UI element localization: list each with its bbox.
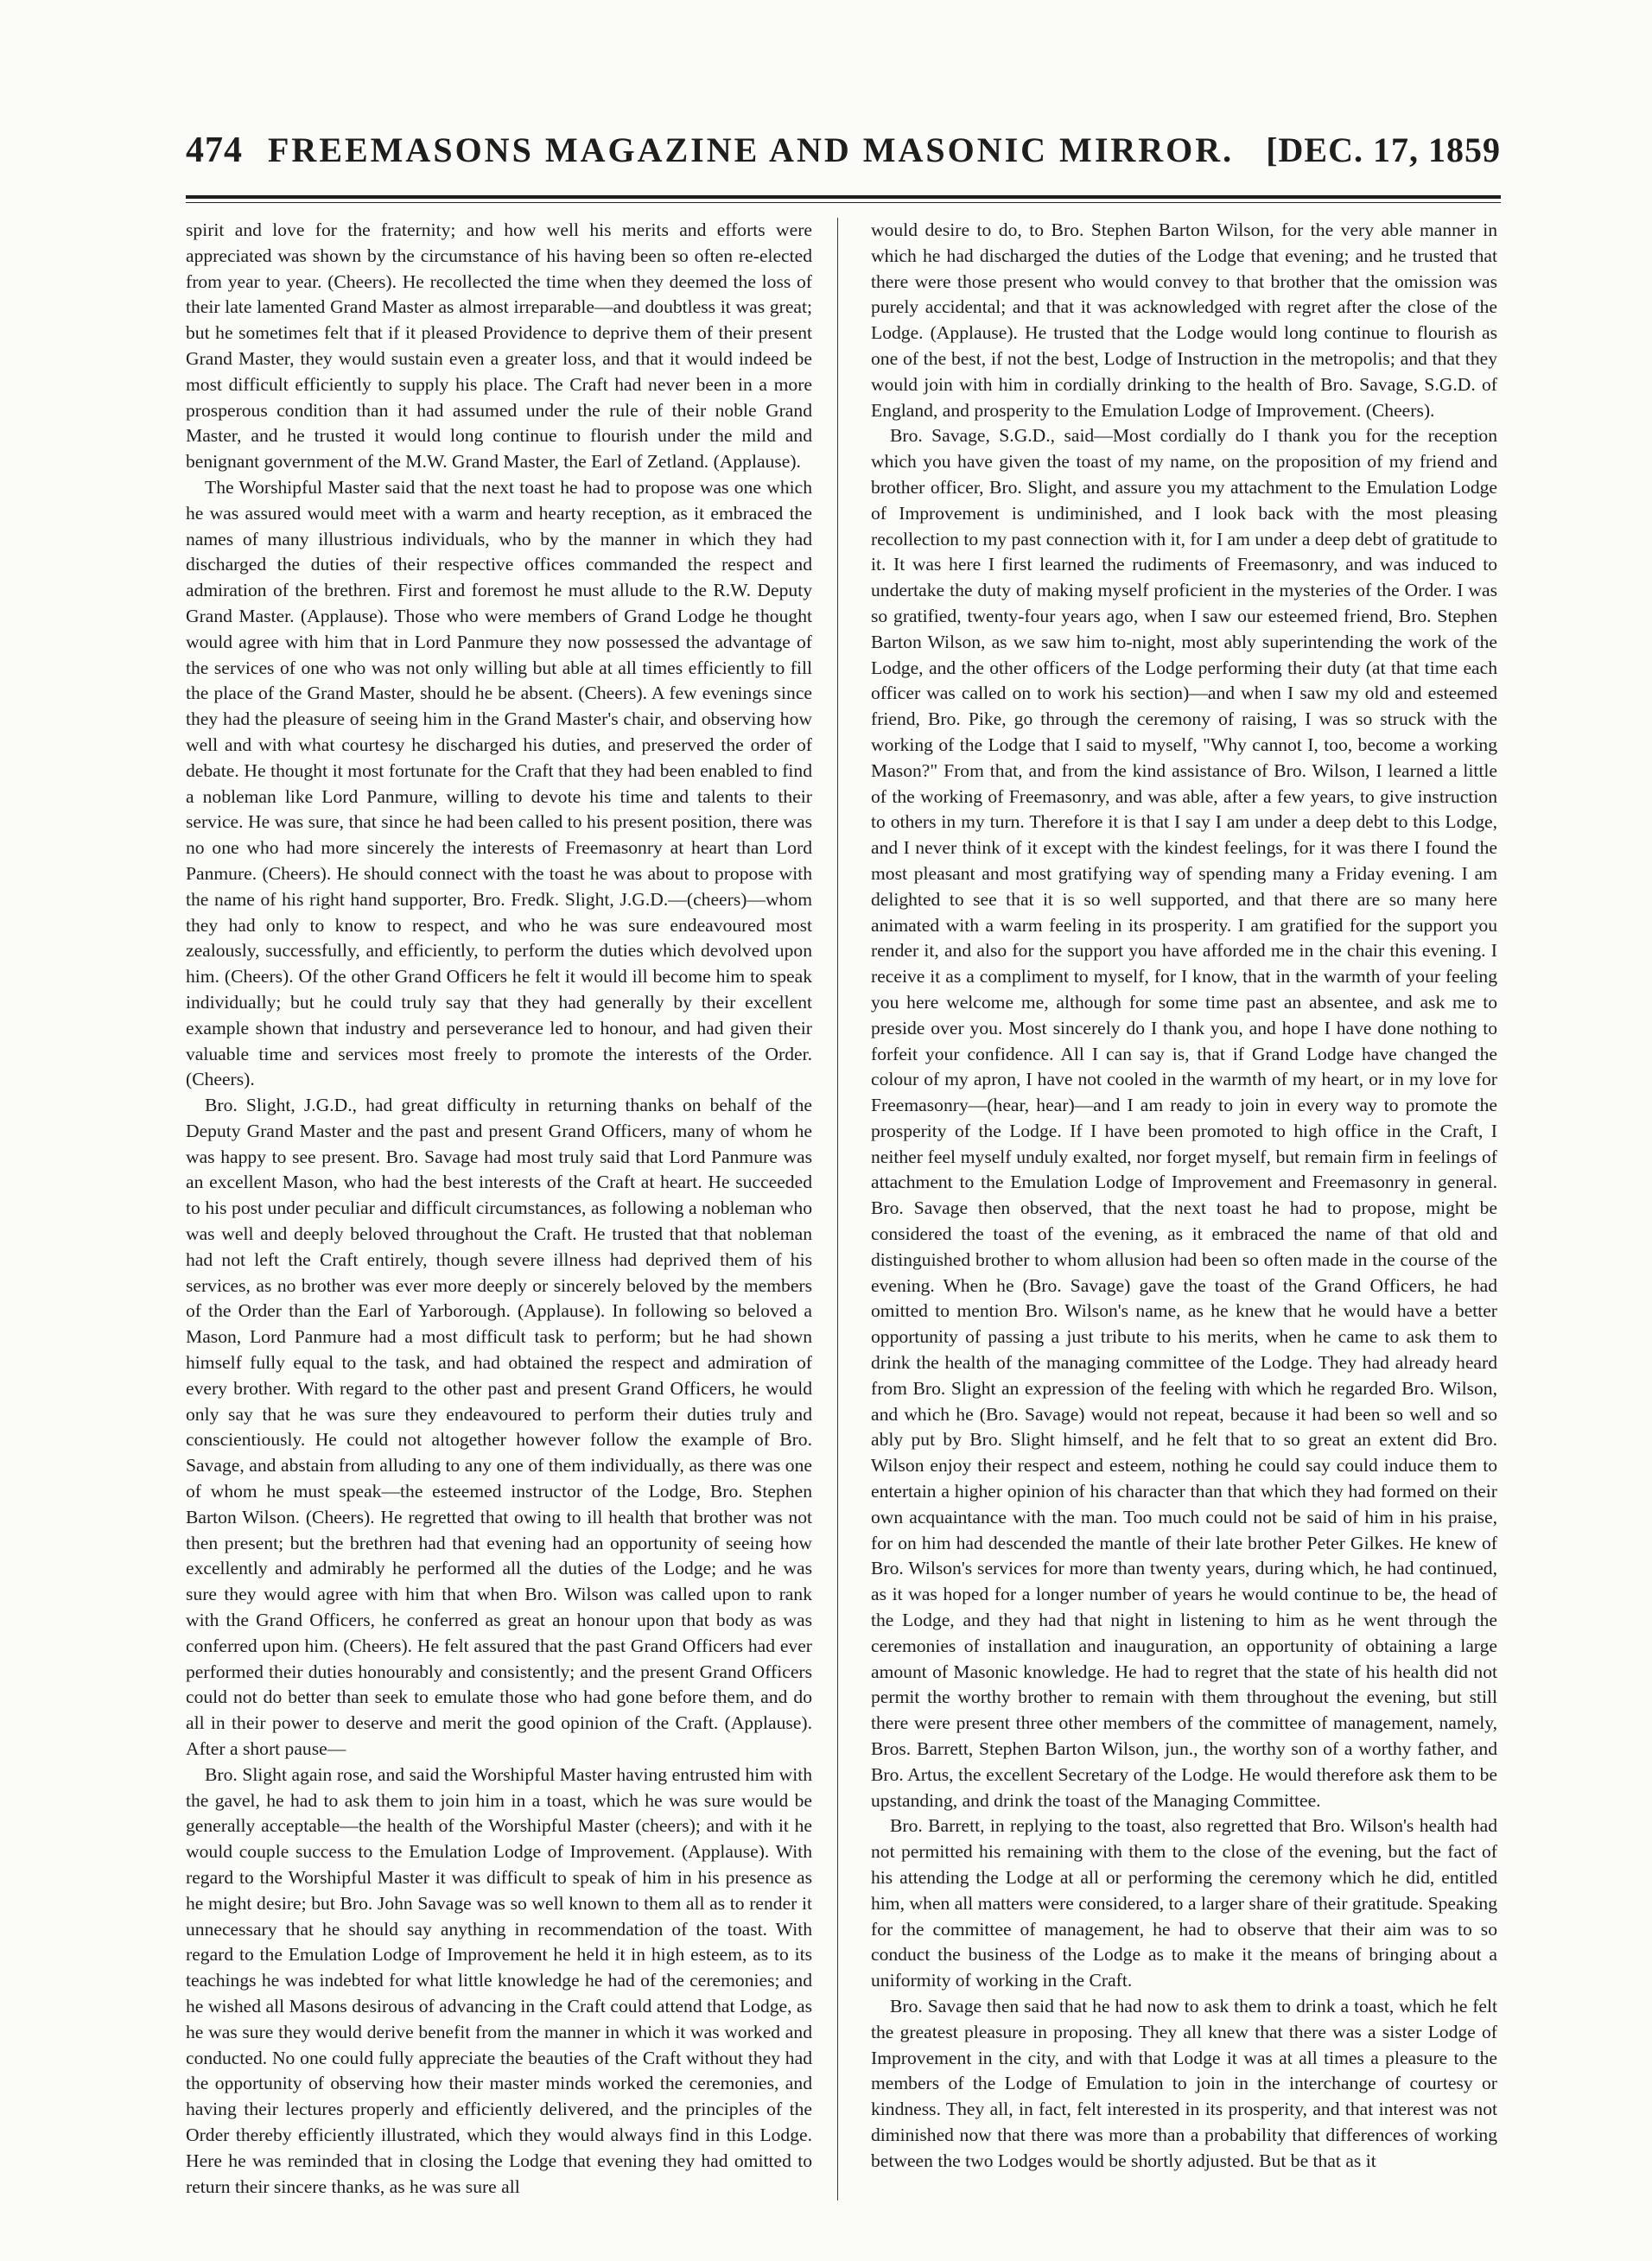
page-header: [186, 130, 1501, 181]
right-column: [871, 218, 1497, 2201]
right-paragraph-1: would desire to do, to Bro. Stephen Barton Wilson, for the very able manner in which he had discharged the duties of the Lodge that evening; and he trusted that there were those present who would convey to that brother that the omission was purely accidental; and that it was acknowledged with regret after the close of the Lodge. (Applause). He trusted that the Lodge would long continue to flourish as one of the best, if not the best, Lodge of Instruction in the metropolis; and that they would join with him in cordially drinking to the health of Bro. Savage, S.G.D. of England, and prosperity to the Emulation Lodge of Improvement. (Cheers).: [871, 219, 1497, 421]
issue-date: [DEC. 17, 1859: [1266, 130, 1501, 169]
right-paragraph-4: Bro. Savage then said that he had now to ask them to drink a toast, which he felt the greatest pleasure in proposing. They all knew that there was a sister Lodge of Improvement in the city, and with that Lodge it was at all times a pleasure to the members of the Lodge of Emulation to join in the interchange of courtesy or kindness. They all, in fact, felt interested in its prosperity, and that interest was not diminished now that there was more than a probability that differences of working between the two Lodges would be shortly adjusted. But be that as it: [871, 1995, 1497, 2171]
right-paragraph-3: Bro. Barrett, in replying to the toast, also regretted that Bro. Wilson's health had not permitted his remaining with them to the close of the evening, but the fact of his attending the Lodge at all or performing the ceremony which he did, entitled him, when all matters were considered, to a larger share of their gratitude. Speaking for the committee of management, he had to observe that their aim was to so conduct the business of the Lodge as to make it the means of bringing about a uniformity of working in the Craft.: [871, 1815, 1497, 1991]
right-paragraph-2: Bro. Savage, S.G.D., said—Most cordially do I thank you for the reception which you have given the toast of my name, on the proposition of my friend and brother officer, Bro. Slight, and assure you my attachment to the Emulation Lodge of Improvement is undiminished, and I look back with the most pleasing recollection to my past connection with it, for I am under a deep debt of gratitude to it. It was here I first learned the rudiments of Freemasonry, and was induced to undertake the duty of making myself proficient in the mysteries of the Order. I was so gratified, twenty-four years ago, when I saw our esteemed friend, Bro. Stephen Barton Wilson, as we saw him to-night, most ably superintending the work of the Lodge, and the other officers of the Lodge performing their duty (at that time each officer was called on to work his section)—and when I saw my old and esteemed friend, Bro. Pike, go through the ceremony of raising, I was so struck with the working of the Lodge that I said to myself, "Why cannot I, too, become a working Mason?" From that, and from the kind assistance of Bro. Wilson, I learned a little of the working of Freemasonry, and was able, after a few years, to give instruction to others in my turn. Therefore it is that I say I am under a deep debt to this Lodge, and I never think of it except with the kindest feelings, for it was there I found the most pleasant and most gratifying way of spending many a Friday evening. I am delighted to see that it is so well supported, and that there are so many here animated with a warm feeling in its prosperity. I am gratified for the support you render it, and also for the support you have afforded me in the chair this evening. I receive it as a compliment to myself, for I know, that in the warmth of your feeling you here welcome me, although for some time past an absentee, and ask me to preside over you. Most sincerely do I thank you, and hope I have done nothing to forfeit your confidence. All I can say is, that if Grand Lodge have changed the colour of my apron, I have not cooled in the warmth of my heart, or in my love for Freemasonry—(hear, hear)—and I am ready to join in every way to promote the prosperity of the Lodge. If I have been promoted to high office in the Craft, I neither feel myself unduly exalted, nor forget myself, but remain firm in feelings of attachment to the Emulation Lodge of Improvement and Freemasonry in general. Bro. Savage then observed, that the next toast he had to propose, might be considered the toast of the evening, as it embraced the name of that old and distinguished brother to whom allusion had been so often made in the course of the evening. When he (Bro. Savage) gave the toast of the Grand Officers, he had omitted to mention Bro. Wilson's name, as he knew that he would have a better opportunity of passing a just tribute to his merits, when he came to ask them to drink the health of the managing committee of the Lodge. They had already heard from Bro. Slight an expression of the feeling with which he regarded Bro. Wilson, and which he (Bro. Savage) would not repeat, because it had been so well and so ably put by Bro. Slight himself, and he felt that to so great an extent did Bro. Wilson enjoy their respect and esteem, nothing he could say could induce them to entertain a higher opinion of his character than that which they had formed on their own acquaintance with the man. Too much could not be said of him in his praise, for on him had descended the mantle of their late brother Peter Gilkes. He knew of Bro. Wilson's services for more than twenty years, during which, he had continued, as it was hoped for a longer number of years he would continue to be, the head of the Lodge, and they had that night in listening to him as he went through the ceremonies of installation and inauguration, an opportunity of obtaining a large amount of Masonic knowledge. He had to regret that the state of his health did not permit the worthy brother to remain with them throughout the evening, but still there were present three other members of the committee of management, namely, Bros. Barrett, Stephen Barton Wilson, jun., the worthy son of a worthy father, and Bro. Artus, the excellent Secretary of the Lodge. He would therefore ask them to be upstanding, and drink the toast of the Managing Committee.: [871, 425, 1497, 1811]
column-divider: [837, 218, 838, 2201]
left-paragraph-4: Bro. Slight again rose, and said the Worshipful Master having entrusted him with the gavel, he had to ask them to join him in a toast, which he was sure would be generally acceptable—the health of the Worshipful Master (cheers); and with it he would couple success to the Emulation Lodge of Improvement. (Applause). With regard to the Worshipful Master it was difficult to speak of him in his presence as he might desire; but Bro. John Savage was so well known to them all as to render it unnecessary that he should say anything in recommendation of the toast. With regard to the Emulation Lodge of Improvement he held it in high esteem, as to its teachings he was indebted for what little knowledge he had of the ceremonies; and he wished all Masons desirous of advancing in the Craft could attend that Lodge, as he was sure they would derive benefit from the manner in which it was worked and conducted. No one could fully appreciate the beauties of the Craft without they had the opportunity of observing how their master minds worked the ceremonies, and having their lectures properly and efficiently delivered, and the principles of the Order thereby efficiently illustrated, which they would always find in this Lodge. Here he was reminded that in closing the Lodge that evening they had omitted to return their sincere thanks, as he was sure all: [186, 1763, 812, 2197]
masthead-title: FREEMASONS MAGAZINE AND MASONIC MIRROR.: [268, 130, 1235, 169]
left-paragraph-1: spirit and love for the fraternity; and how well his merits and efforts were appreciated was shown by the circumstance of his having been so often re-elected from year to year. (Cheers). He recollected the time when they deemed the loss of their late lamented Grand Master as almost irreparable—and doubtless it was great; but he sometimes felt that if it pleased Providence to deprive them of their present Grand Master, they would sustain even a greater loss, and that it would indeed be most difficult efficiently to supply his place. The Craft had never been in a more prosperous condition than it had assumed under the rule of their noble Grand Master, and he trusted it would long continue to flourish under the mild and benignant government of the M.W. Grand Master, the Earl of Zetland. (Applause).: [186, 219, 812, 473]
left-paragraph-3: Bro. Slight, J.G.D., had great difficulty in returning thanks on behalf of the Deputy Grand Master and the past and present Grand Officers, many of whom he was happy to see present. Bro. Savage had most truly said that Lord Panmure was an excellent Mason, who had the best interests of the Craft at heart. He succeeded to his post under peculiar and difficult circumstances, as following a nobleman who was well and deeply beloved throughout the Craft. He trusted that that nobleman had not left the Craft entirely, though severe illness had deprived them of his services, as no brother was ever more deeply or sincerely beloved by the members of the Order than the Earl of Yarborough. (Applause). In following so beloved a Mason, Lord Panmure had a most difficult task to perform; but he had shown himself fully equal to the task, and had obtained the respect and admiration of every brother. With regard to the other past and present Grand Officers, he would only say that he was sure they endeavoured to perform their duties truly and conscientiously. He could not altogether however follow the example of Bro. Savage, and abstain from alluding to any one of them individually, as there was one of whom he must speak—the esteemed instructor of the Lodge, Bro. Stephen Barton Wilson. (Cheers). He regretted that owing to ill health that brother was not then present; but the brethren had that evening had an opportunity of seeing how excellently and admirably he performed all the duties of the Lodge; and he was sure they would agree with him that when Bro. Wilson was called upon to rank with the Grand Officers, he conferred as great an honour upon that body as was conferred upon him. (Cheers). He felt assured that the past Grand Officers had ever performed their duties honourably and consistently; and the present Grand Officers could not do better than seek to emulate those who had gone before them, and do all in their power to deserve and merit the good opinion of the Craft. (Applause). After a short pause—: [186, 1095, 812, 1760]
left-paragraph-2: The Worshipful Master said that the next toast he had to propose was one which he was assured would meet with a warm and hearty reception, as it embraced the names of many illustrious individuals, who by the manner in which they had discharged the duties of their respective offices commanded the respect and admiration of the brethren. First and foremost he must allude to the R.W. Deputy Grand Master. (Applause). Those who were members of Grand Lodge he thought would agree with him that in Lord Panmure they now possessed the advantage of the services of one who was not only willing but able at all times efficiently to fill the place of the Grand Master, should he be absent. (Cheers). A few evenings since they had the pleasure of seeing him in the Grand Master's chair, and observing how well and with what courtesy he discharged his duties, and preserved the order of debate. He thought it most fortunate for the Craft that they had been enabled to find a nobleman like Lord Panmure, willing to devote his time and talents to their service. He was sure, that since he had been called to his present position, there was no one who had more sincerely the interests of Freemasonry at heart than Lord Panmure. (Cheers). He should connect with the toast he was about to propose with the name of his right hand supporter, Bro. Fredk. Slight, J.G.D.—(cheers)—whom they had only to know to respect, and who he was sure endeavoured most zealously, successfully, and efficiently, to perform the duties which devolved upon him. (Cheers). Of the other Grand Officers he felt it would ill become him to speak individually; but he could truly say that they had generally by their excellent example shown that industry and perseverance led to honour, and had given their valuable time and services most freely to promote the interests of the Order. (Cheers).: [186, 476, 812, 1090]
header-rule-thin: [186, 202, 1501, 203]
page-number: 474: [186, 130, 243, 170]
header-rule-thick: [186, 195, 1501, 199]
left-column: [186, 218, 812, 2201]
